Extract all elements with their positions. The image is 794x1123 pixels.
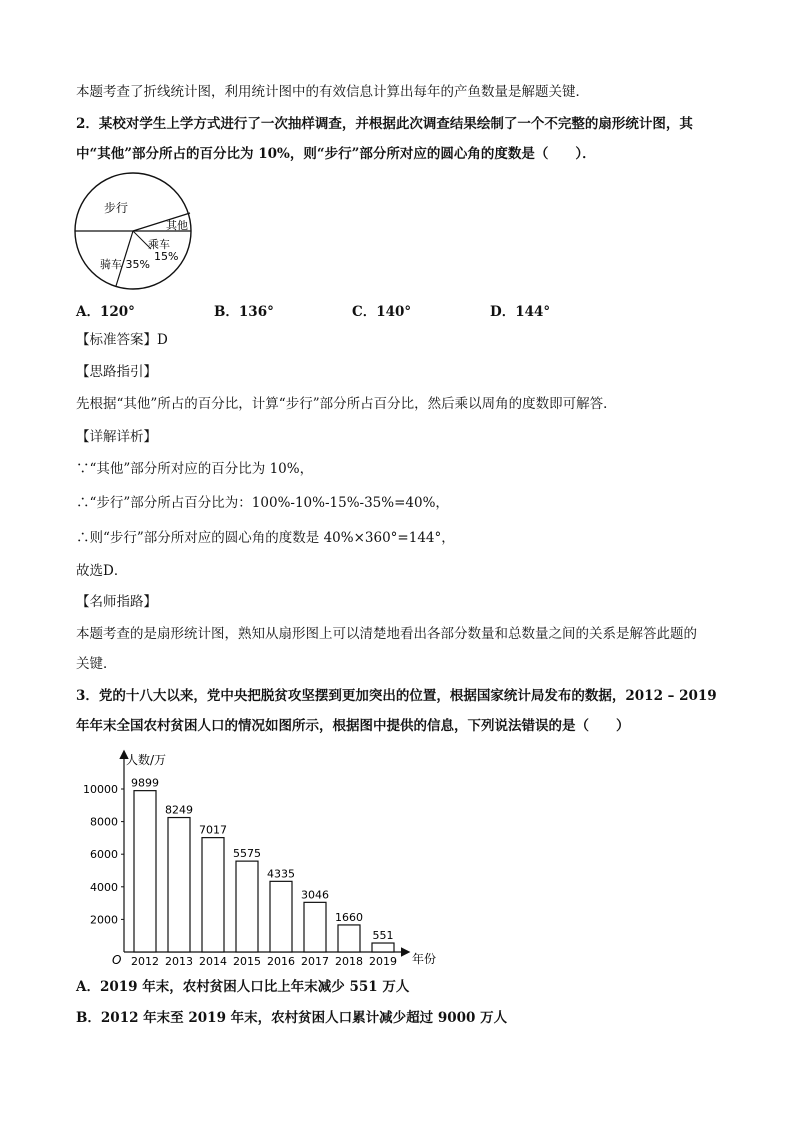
- q3-stem-line1: 3．党的十八大以来，党中央把脱贫攻坚摆到更加突出的位置，根据国家统计局发布的数据，2012 – 2019: [76, 688, 717, 704]
- detail-line-4: 故选D．: [76, 563, 128, 579]
- teacher-line-2: 关键．: [76, 656, 117, 672]
- q3-option-b[interactable]: B．2012 年末至 2019 年末，农村贫困人口累计减少超过 9000 万人: [76, 1010, 508, 1026]
- y-tick-label: 6000: [90, 848, 118, 862]
- q2-option-b[interactable]: B．136°: [214, 304, 274, 320]
- q2-stem-line2: 中“其他”部分所占的百分比为 10%，则“步行”部分所对应的圆心角的度数是（ ）．: [76, 146, 596, 162]
- bar-chart: [72, 746, 452, 971]
- pie-label-other: 其他: [166, 219, 188, 232]
- y-axis-label: 人数/万: [126, 753, 167, 767]
- bar: [270, 881, 292, 952]
- origin-label: O: [112, 953, 122, 967]
- detail-line-2: ∴“步行”部分所占百分比为：100%-10%-15%-35%=40%，: [76, 495, 449, 511]
- q2-options: [76, 300, 716, 320]
- bar: [134, 791, 156, 952]
- teacher-title: 【名师指路】: [76, 594, 157, 610]
- detail-title: 【详解详析】: [76, 429, 157, 445]
- y-tick-label: 8000: [90, 815, 118, 829]
- x-axis-label: 年份: [412, 952, 437, 966]
- detail-line-1: ∵“其他”部分所对应的百分比为 10%，: [76, 461, 314, 477]
- bar-value-label: 9899: [131, 776, 159, 790]
- hint-text: 先根据“其他”所占的百分比，计算“步行”部分所占百分比，然后乘以周角的度数即可解答．: [76, 396, 617, 412]
- bar-value-label: 4335: [267, 867, 295, 881]
- q2-stem-line1: 2．某校对学生上学方式进行了一次抽样调查，并根据此次调查结果绘制了一个不完整的扇形统计图，其: [76, 116, 693, 132]
- x-tick-label: 2017: [301, 955, 329, 968]
- answer-line: 【标准答案】D: [76, 332, 168, 348]
- q2-option-d[interactable]: D．144°: [490, 304, 551, 320]
- hint-title: 【思路指引】: [76, 364, 157, 380]
- y-tick-label: 10000: [83, 783, 118, 796]
- bar: [236, 861, 258, 952]
- bar-value-label: 5575: [233, 847, 261, 861]
- pie-label-bus-pct: 15%: [154, 250, 179, 263]
- x-tick-label: 2019: [369, 955, 397, 968]
- teacher-line-1: 本题考查的是扇形统计图，熟知从扇形图上可以清楚地看出各部分数量和总数量之间的关系是解答此题的: [76, 626, 697, 642]
- bar: [372, 943, 394, 952]
- pie-label-walk: 步行: [104, 201, 129, 215]
- x-tick-label: 2015: [233, 955, 261, 968]
- x-tick-label: 2014: [199, 955, 227, 968]
- pie-label-bus: 乘车: [148, 238, 170, 251]
- bar: [202, 838, 224, 952]
- y-tick-label: 4000: [90, 880, 118, 894]
- bar-value-label: 551: [372, 929, 394, 943]
- y-tick-label: 2000: [90, 913, 118, 927]
- q3-stem-line2: 年年末全国农村贫困人口的情况如图所示，根据图中提供的信息，下列说法错误的是（ ）: [76, 718, 630, 734]
- detail-line-3: ∴则“步行”部分所对应的圆心角的度数是 40%×360°=144°，: [76, 530, 455, 546]
- intro-line: 本题考查了折线统计图，利用统计图中的有效信息计算出每年的产鱼数量是解题关键．: [76, 84, 589, 100]
- x-tick-label: 2012: [131, 955, 159, 968]
- bar: [168, 818, 190, 952]
- bar: [304, 902, 326, 952]
- q3-option-a[interactable]: A．2019 年末，农村贫困人口比上年末减少 551 万人: [76, 979, 410, 995]
- q2-option-c[interactable]: C．140°: [352, 304, 412, 320]
- pie-label-bike: 骑车 35%: [100, 258, 150, 271]
- x-tick-label: 2013: [165, 955, 193, 968]
- pie-chart: [72, 170, 198, 296]
- q2-option-a[interactable]: A．120°: [76, 304, 135, 320]
- bar: [338, 925, 360, 952]
- x-tick-label: 2016: [267, 955, 295, 968]
- bar-value-label: 1660: [335, 910, 363, 924]
- bar-value-label: 8249: [165, 803, 193, 817]
- bar-value-label: 7017: [199, 823, 227, 837]
- x-tick-label: 2018: [335, 955, 363, 968]
- bar-value-label: 3046: [301, 888, 329, 902]
